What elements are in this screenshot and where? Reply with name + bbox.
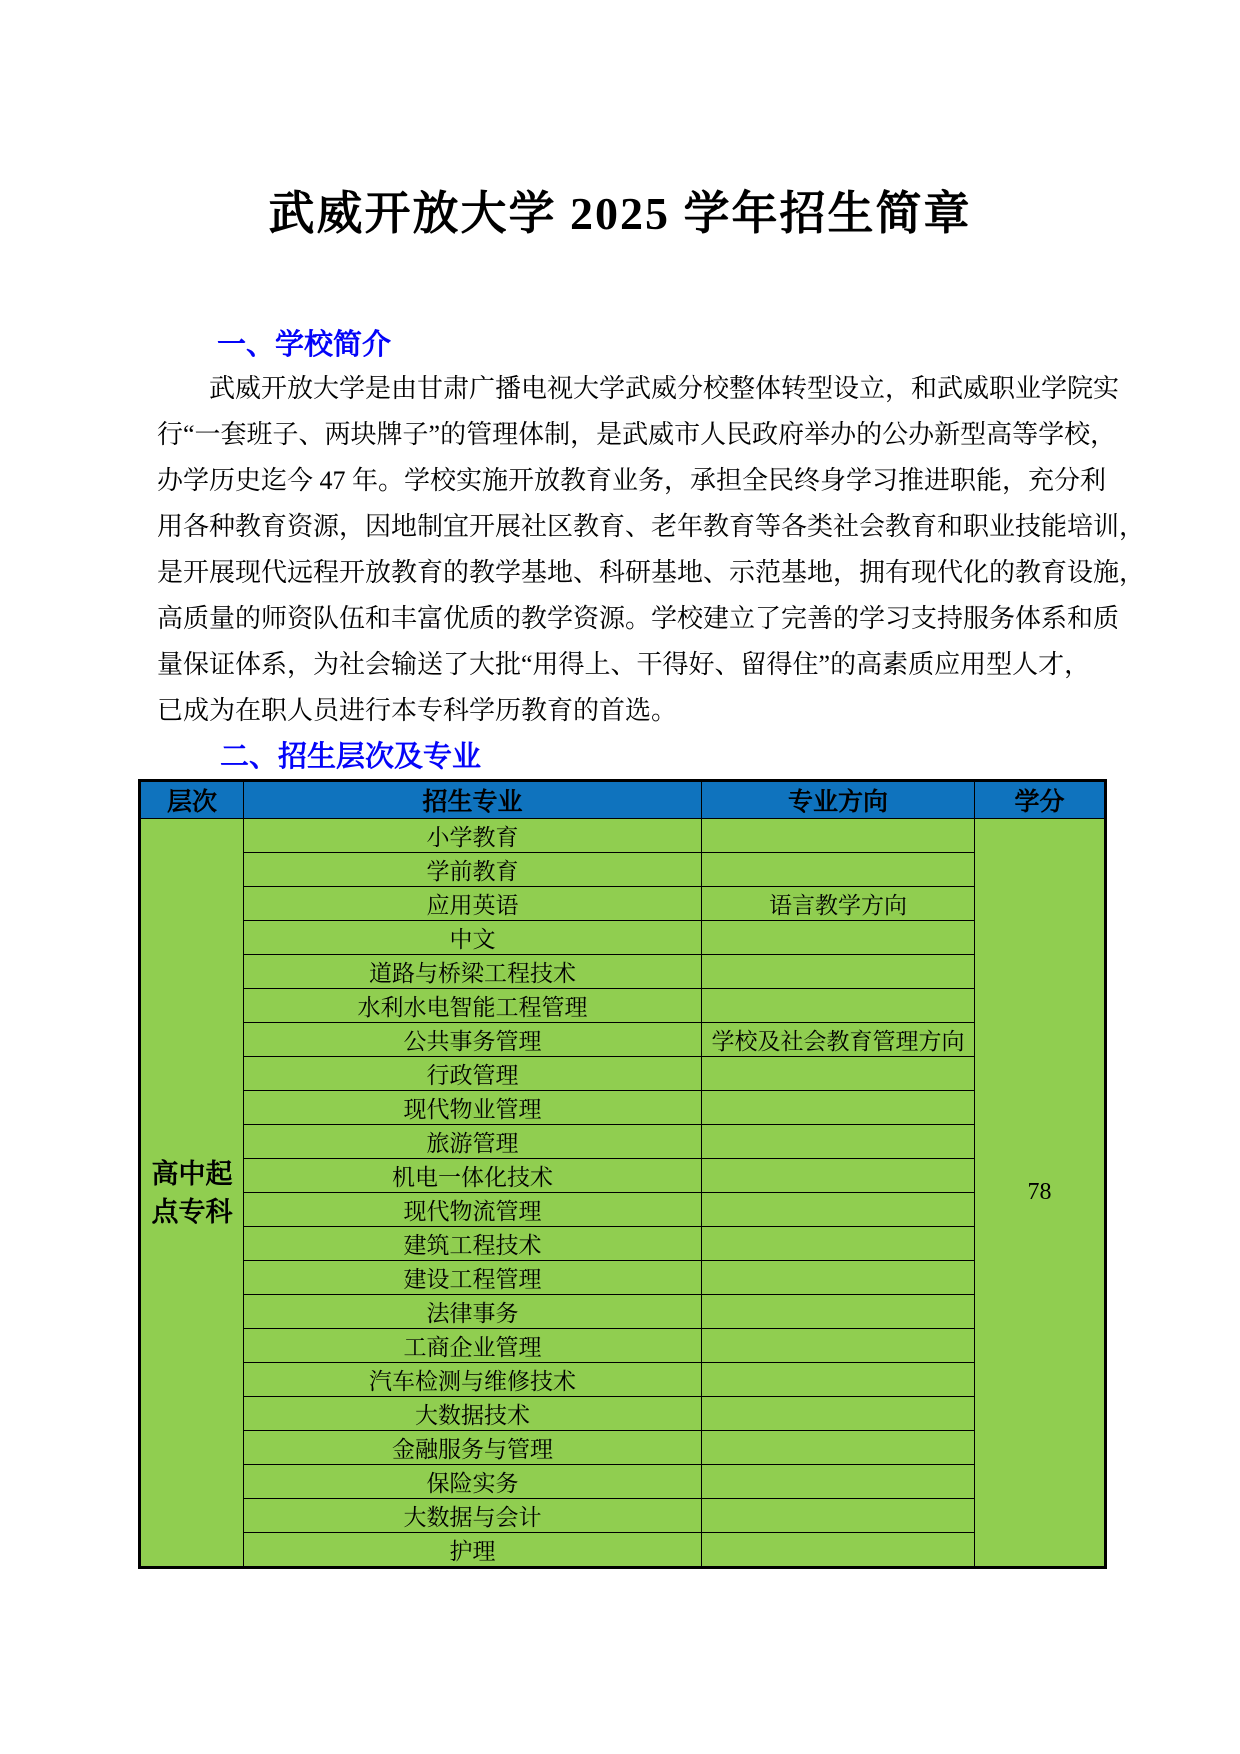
table-row — [140, 1057, 1106, 1091]
table-row — [140, 1431, 1106, 1465]
paragraph-line: 已成为在职人员进行本专科学历教育的首选。 — [157, 696, 678, 725]
table-row — [140, 1091, 1106, 1125]
major-cell: 应用英语 — [244, 887, 702, 921]
table-row — [140, 1125, 1106, 1159]
table-row — [140, 819, 1106, 853]
section-heading-school-intro: 一、学校简介 — [217, 329, 392, 361]
direction-cell — [702, 1465, 975, 1499]
enrollment-table — [138, 779, 1107, 1569]
level-cell — [140, 819, 244, 1568]
major-cell: 现代物业管理 — [244, 1091, 702, 1125]
direction-cell — [702, 1295, 975, 1329]
table-row — [140, 1363, 1106, 1397]
direction-cell: 语言教学方向 — [702, 887, 975, 921]
major-cell: 建设工程管理 — [244, 1261, 702, 1295]
direction-cell — [702, 1125, 975, 1159]
major-cell: 建筑工程技术 — [244, 1227, 702, 1261]
school-intro-paragraph — [157, 366, 1146, 734]
direction-cell — [702, 1261, 975, 1295]
table-row — [140, 1397, 1106, 1431]
major-cell: 行政管理 — [244, 1057, 702, 1091]
table-row — [140, 1329, 1106, 1363]
major-cell: 护理 — [244, 1533, 702, 1568]
direction-cell — [702, 1057, 975, 1091]
direction-cell — [702, 921, 975, 955]
document-title: 武威开放大学 2025 学年招生简章 — [268, 188, 972, 239]
major-cell: 中文 — [244, 921, 702, 955]
paragraph-line: 高质量的师资队伍和丰富优质的教学资源。学校建立了完善的学习支持服务体系和质 — [157, 604, 1120, 633]
direction-cell: 学校及社会教育管理方向 — [702, 1023, 975, 1057]
major-cell: 保险实务 — [244, 1465, 702, 1499]
table-row — [140, 1261, 1106, 1295]
direction-cell — [702, 1533, 975, 1568]
section-heading-enrollment: 二、招生层次及专业 — [220, 741, 482, 773]
table-row — [140, 1023, 1106, 1057]
major-cell: 汽车检测与维修技术 — [244, 1363, 702, 1397]
table-row — [140, 1465, 1106, 1499]
table-row — [140, 1159, 1106, 1193]
table-header-major: 招生专业 — [244, 781, 702, 819]
table-row — [140, 1227, 1106, 1261]
paragraph-line: 武威开放大学是由甘肃广播电视大学武威分校整体转型设立，和武威职业学院实 — [209, 374, 1120, 403]
table-header-level: 层次 — [140, 781, 244, 819]
direction-cell — [702, 1499, 975, 1533]
major-cell: 金融服务与管理 — [244, 1431, 702, 1465]
paragraph-line: 行“一套班子、两块牌子”的管理体制，是武威市人民政府举办的公办新型高等学校， — [157, 420, 1117, 449]
paragraph-line: 量保证体系，为社会输送了大批“用得上、干得好、留得住”的高素质应用型人才， — [157, 650, 1091, 679]
direction-cell — [702, 1159, 975, 1193]
direction-cell — [702, 853, 975, 887]
direction-cell — [702, 1431, 975, 1465]
direction-cell — [702, 819, 975, 853]
level-text: 高中起点专科 — [151, 1158, 233, 1227]
paragraph-line: 办学历史迄今 47 年。学校实施开放教育业务，承担全民终身学习推进职能，充分利 — [157, 466, 1107, 495]
major-cell: 学前教育 — [244, 853, 702, 887]
major-cell: 工商企业管理 — [244, 1329, 702, 1363]
paragraph-line: 用各种教育资源，因地制宜开展社区教育、老年教育等各类社会教育和职业技能培训， — [157, 512, 1146, 541]
major-cell: 小学教育 — [244, 819, 702, 853]
direction-cell — [702, 1227, 975, 1261]
paragraph-line: 是开展现代远程开放教育的教学基地、科研基地、示范基地，拥有现代化的教育设施， — [157, 558, 1146, 587]
direction-cell — [702, 1363, 975, 1397]
table-row — [140, 989, 1106, 1023]
major-cell: 大数据技术 — [244, 1397, 702, 1431]
table-header-direction: 专业方向 — [702, 781, 975, 819]
table-header-credits: 学分 — [975, 781, 1106, 819]
major-cell: 公共事务管理 — [244, 1023, 702, 1057]
major-cell: 旅游管理 — [244, 1125, 702, 1159]
table-row — [140, 1499, 1106, 1533]
table-row — [140, 955, 1106, 989]
direction-cell — [702, 1193, 975, 1227]
table-row — [140, 853, 1106, 887]
major-cell: 水利水电智能工程管理 — [244, 989, 702, 1023]
direction-cell — [702, 1329, 975, 1363]
major-cell: 机电一体化技术 — [244, 1159, 702, 1193]
major-cell: 现代物流管理 — [244, 1193, 702, 1227]
table-row — [140, 921, 1106, 955]
major-cell: 法律事务 — [244, 1295, 702, 1329]
credits-cell: 78 — [975, 819, 1106, 1568]
table-row — [140, 887, 1106, 921]
direction-cell — [702, 955, 975, 989]
major-cell: 道路与桥梁工程技术 — [244, 955, 702, 989]
table-row — [140, 1295, 1106, 1329]
table-header-row — [140, 781, 1106, 819]
major-cell: 大数据与会计 — [244, 1499, 702, 1533]
direction-cell — [702, 1091, 975, 1125]
table-row — [140, 1193, 1106, 1227]
direction-cell — [702, 989, 975, 1023]
table-row — [140, 1533, 1106, 1568]
direction-cell — [702, 1397, 975, 1431]
